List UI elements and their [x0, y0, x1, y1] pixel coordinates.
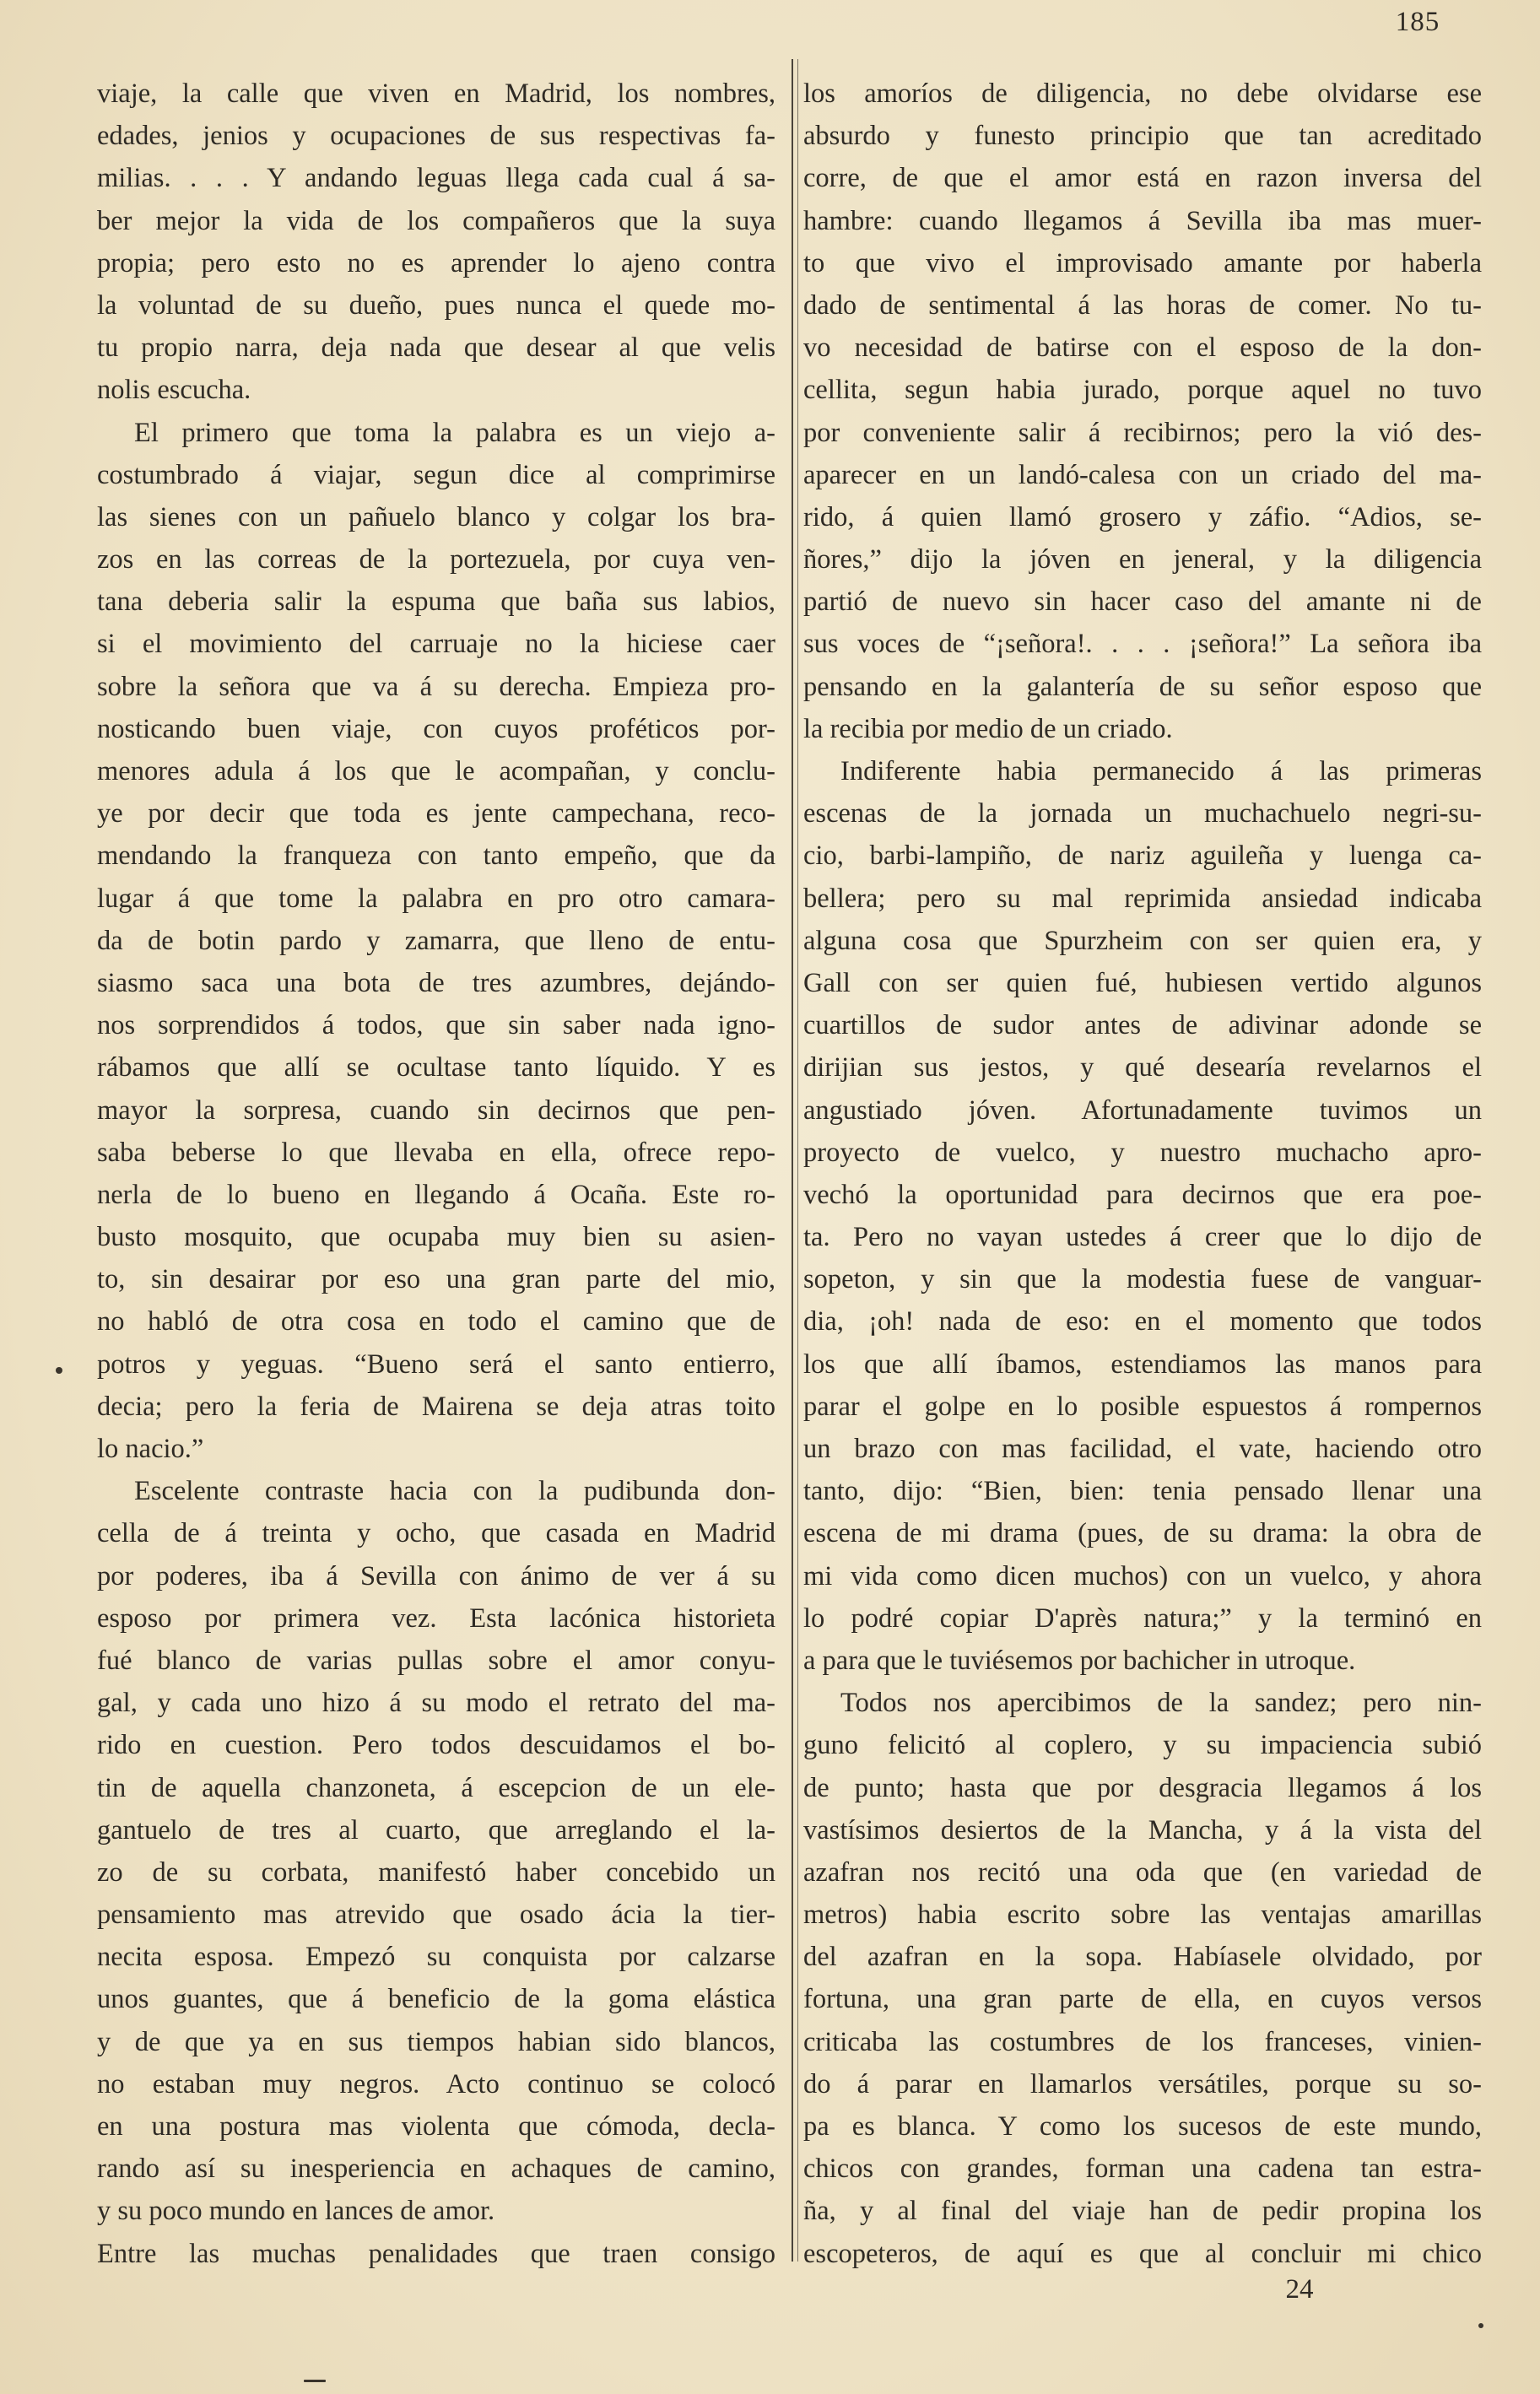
text-line: a para que le tuviésemos por bachicher in utroque.: [803, 1645, 1356, 1676]
text-line: lo podré copiar D'après natura;” y la terminó en: [803, 1602, 1482, 1634]
text-line: rido en cuestion. Pero todos descuidamos el bo-: [97, 1730, 775, 1761]
text-line: Todos nos apercibimos de la sandez; pero nin-: [840, 1688, 1482, 1719]
text-line: pa es blanca. Y como los sucesos de este mundo,: [803, 2111, 1482, 2142]
ink-speck: [1478, 2323, 1483, 2328]
text-line: dia, ¡oh! nada de eso: en el momento que todos: [803, 1306, 1482, 1338]
text-line: propia; pero esto no es aprender lo ajeno contra: [97, 247, 775, 278]
text-line: los amoríos de diligencia, no debe olvidarse ese: [803, 78, 1482, 109]
ink-speck: [56, 1367, 62, 1374]
text-line: to que vivo el improvisado amante por haberla: [803, 247, 1482, 278]
text-line: Entre las muchas penalidades que traen consigo: [97, 2238, 775, 2269]
text-line: cellita, segun habia jurado, porque aquel no tuvo: [803, 375, 1482, 406]
text-line: zo de su corbata, manifestó haber concebido un: [97, 1856, 775, 1888]
text-line: las sienes con un pañuelo blanco y colgar los bra-: [97, 501, 775, 532]
text-line: alguna cosa que Spurzheim con ser quien era, y: [803, 925, 1482, 956]
text-line: partió de nuevo sin hacer caso del amante ni de: [803, 586, 1482, 618]
text-line: gantuelo de tres al cuarto, que arreglando el la-: [97, 1814, 775, 1845]
text-line: unos guantes, que á beneficio de la goma elástica: [97, 1984, 775, 2015]
left-text-column: [97, 73, 775, 2275]
text-line: escenas de la jornada un muchachuelo negri-su-: [803, 798, 1482, 830]
ink-speck: [304, 2380, 326, 2382]
text-line: El primero que toma la palabra es un viejo a-: [134, 417, 775, 448]
text-line: absurdo y funesto principio que tan acreditado: [803, 121, 1482, 152]
text-line: en una postura mas violenta que cómoda, decla-: [97, 2111, 775, 2142]
text-line: cella de á treinta y ocho, que casada en Madrid: [97, 1518, 775, 1549]
text-line: azafran nos recitó una oda que (en variedad de: [803, 1856, 1482, 1888]
text-line: cuartillos de sudor antes de adivinar adonde se: [803, 1010, 1482, 1041]
text-line: zos en las correas de la portezuela, por cuya ven-: [97, 544, 775, 576]
text-line: siasmo saca una bota de tres azumbres, dejándo-: [97, 967, 775, 998]
text-line: sus voces de “¡señora!. . . . ¡señora!” La señora iba: [803, 629, 1482, 660]
text-line: chicos con grandes, forman una cadena tan estra-: [803, 2154, 1482, 2185]
text-line: si el movimiento del carruaje no la hiciese caer: [97, 629, 775, 660]
text-line: rando así su inesperiencia en achaques de camino,: [97, 2154, 775, 2185]
text-line: sopeton, y sin que la modestia fuese de vanguar-: [803, 1264, 1482, 1295]
text-line: vastísimos desiertos de la Mancha, y á la vista del: [803, 1814, 1482, 1845]
text-line: angustiado jóven. Afortunadamente tuvimos un: [803, 1094, 1482, 1126]
text-line: dirijian sus jestos, y qué desearía revelarnos el: [803, 1052, 1482, 1084]
text-line: tu propio narra, deja nada que desear al que velis: [97, 332, 775, 364]
text-line: nos sorprendidos á todos, que sin saber nada igno-: [97, 1010, 775, 1041]
text-line: guno felicitó al coplero, y su impaciencia subió: [803, 1730, 1482, 1761]
text-line: escopeteros, de aquí es que al concluir mi chico: [803, 2238, 1482, 2269]
text-line: ber mejor la vida de los compañeros que la suya: [97, 205, 775, 236]
text-line: dado de sentimental á las horas de comer. No tu-: [803, 289, 1482, 321]
text-line: fué blanco de varias pullas sobre el amor conyu-: [97, 1645, 775, 1676]
text-line: mayor la sorpresa, cuando sin decirnos que pen-: [97, 1094, 775, 1126]
text-line: potros y yeguas. “Bueno será el santo entierro,: [97, 1348, 775, 1380]
text-line: ña, y al final del viaje han de pedir propina los: [803, 2196, 1482, 2227]
text-line: pensamiento mas atrevido que osado ácia la tier-: [97, 1900, 775, 1931]
text-line: busto mosquito, que ocupaba muy bien su asien-: [97, 1222, 775, 1253]
text-line: saba beberse lo que llevaba en ella, ofrece repo-: [97, 1137, 775, 1168]
text-line: Gall con ser quien fué, hubiesen vertido algunos: [803, 967, 1482, 998]
text-line: por poderes, iba á Sevilla con ánimo de ver á su: [97, 1560, 775, 1591]
text-line: mendando la franqueza con tanto empeño, que da: [97, 840, 775, 872]
text-line: la recibia por medio de un criado.: [803, 713, 1173, 744]
text-line: fortuna, una gran parte de ella, en cuyos versos: [803, 1984, 1482, 2015]
text-line: la voluntad de su dueño, pues nunca el quede mo-: [97, 289, 775, 321]
text-line: menores adula á los que le acompañan, y conclu-: [97, 756, 775, 786]
text-line: y su poco mundo en lances de amor.: [97, 2196, 495, 2227]
right-text-column: [803, 73, 1482, 2275]
text-line: to, sin desairar por eso una gran parte del mio,: [97, 1264, 775, 1295]
text-line: costumbrado á viajar, segun dice al comprimirse: [97, 459, 775, 490]
text-line: bellera; pero su mal reprimida ansiedad indicaba: [803, 883, 1482, 914]
text-line: hambre: cuando llegamos á Sevilla iba mas muer-: [803, 205, 1482, 236]
text-line: lugar á que tome la palabra en pro otro camara-: [97, 883, 775, 914]
text-line: proyecto de vuelco, y nuestro muchacho apro-: [803, 1137, 1482, 1168]
text-line: ye por decir que toda es jente campechana, reco-: [97, 798, 775, 830]
text-line: milias. . . . Y andando leguas llega cada cual á sa-: [97, 163, 775, 194]
text-line: no estaban muy negros. Acto continuo se colocó: [97, 2068, 775, 2099]
text-line: criticaba las costumbres de los franceses, vinien-: [803, 2026, 1482, 2057]
text-line: metros) habia escrito sobre las ventajas amarillas: [803, 1900, 1482, 1931]
text-line: ta. Pero no vayan ustedes á creer que lo dijo de: [803, 1222, 1482, 1253]
text-line: mi vida como dicen muchos) con un vuelco, y ahora: [803, 1560, 1482, 1591]
text-line: necita esposa. Empezó su conquista por calzarse: [97, 1942, 775, 1973]
text-line: nerla de lo bueno en llegando á Ocaña. Este ro-: [97, 1179, 775, 1210]
text-line: rábamos que allí se ocultase tanto líquido. Y es: [97, 1052, 775, 1084]
text-line: tana deberia salir la espuma que baña sus labios,: [97, 586, 775, 618]
text-line: sobre la señora que va á su derecha. Empieza pro-: [97, 671, 775, 702]
text-line: por conveniente salir á recibirnos; pero la vió des-: [803, 417, 1482, 448]
text-line: edades, jenios y ocupaciones de sus respectivas fa-: [97, 121, 775, 152]
text-line: los que allí íbamos, estendiamos las manos para: [803, 1348, 1482, 1380]
text-line: viaje, la calle que viven en Madrid, los nombres,: [97, 78, 775, 109]
text-line: un brazo con mas facilidad, el vate, haciendo otro: [803, 1434, 1482, 1464]
text-line: aparecer en un landó-calesa con un criado del ma-: [803, 459, 1482, 490]
text-line: nosticando buen viaje, con cuyos proféticos por-: [97, 713, 775, 744]
text-line: do á parar en llamarlos versátiles, porque su so-: [803, 2068, 1482, 2099]
text-line: Escelente contraste hacia con la pudibunda don-: [134, 1476, 775, 1507]
text-line: escena de mi drama (pues, de su drama: la obra de: [803, 1518, 1482, 1549]
text-line: y de que ya en sus tiempos habian sido blancos,: [97, 2026, 775, 2057]
text-line: corre, de que el amor está en razon inversa del: [803, 163, 1482, 194]
text-line: rido, á quien llamó grosero y záfio. “Adios, se-: [803, 501, 1482, 532]
text-line: lo nacio.”: [97, 1434, 204, 1464]
page-number: 185: [1395, 7, 1440, 37]
text-line: gal, y cada uno hizo á su modo el retrato del ma-: [97, 1688, 775, 1719]
text-line: no habló de otra cosa en todo el camino que de: [97, 1306, 775, 1338]
text-line: da de botin pardo y zamarra, que lleno de entu-: [97, 925, 775, 956]
text-line: tin de aquella chanzoneta, á escepcion de un ele-: [97, 1772, 775, 1803]
column-divider: [792, 59, 793, 2262]
text-line: tanto, dijo: “Bien, bien: tenia pensado llenar una: [803, 1476, 1482, 1507]
text-line: cio, barbi-lampiño, de nariz aguileña y luenga ca-: [803, 840, 1482, 872]
text-line: nolis escucha.: [97, 375, 251, 406]
text-line: decia; pero la feria de Mairena se deja atras toito: [97, 1391, 775, 1422]
text-line: del azafran en la sopa. Habíasele olvidado, por: [803, 1942, 1482, 1973]
column-divider-secondary: [797, 59, 798, 2262]
text-line: de punto; hasta que por desgracia llegamos á los: [803, 1772, 1482, 1803]
text-line: pensando en la galantería de su señor esposo que: [803, 671, 1482, 702]
text-line: Indiferente habia permanecido á las primeras: [840, 756, 1482, 786]
text-line: vechó la oportunidad para decirnos que era poe-: [803, 1179, 1482, 1210]
text-line: esposo por primera vez. Esta lacónica historieta: [97, 1602, 775, 1634]
text-line: vo necesidad de batirse con el esposo de la don-: [803, 332, 1482, 364]
text-line: parar el golpe en lo posible espuestos á rompernos: [803, 1391, 1482, 1422]
signature-mark: 24: [1285, 2274, 1314, 2305]
text-line: ñores,” dijo la jóven en jeneral, y la diligencia: [803, 544, 1482, 576]
